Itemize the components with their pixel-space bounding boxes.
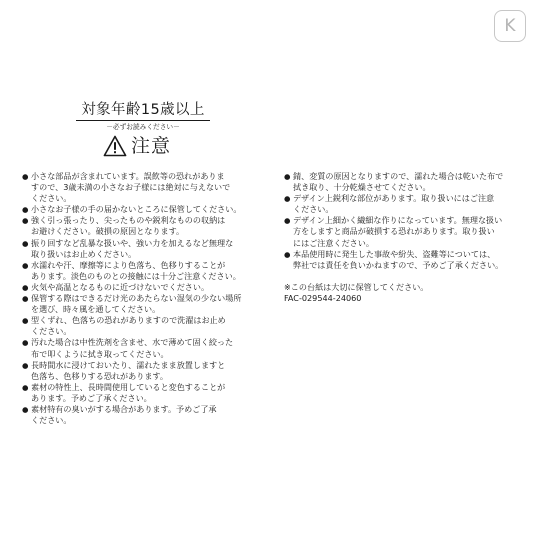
warning-text: デザイン上鋭利な部位があります。取り扱いにはご注意 ください。 [293,193,495,215]
bullet-dot-icon: ● [22,172,29,181]
list-item [22,204,258,215]
bullet-dot-icon: ● [22,260,29,270]
warning-text: 汚れた場合は中性洗剤を含ませ、水で薄めて固く絞った 布で叩くように拭き取ってください。 [31,337,234,359]
warning-text: 型くずれ、色落ちの恐れがありますので洗濯はお止め ください。 [31,315,226,337]
keep-card-note: ※この台紙は大切に保管してください。 [284,281,429,292]
bullet-dot-icon: ● [22,382,29,392]
bullet-dot-icon: ● [284,216,291,226]
list-item [22,382,258,404]
list-item [22,260,258,282]
list-item [22,315,258,337]
list-item [284,193,516,215]
bullet-dot-icon: ● [284,194,291,204]
list-item [284,249,516,271]
right-warning-list [284,171,516,304]
product-code: FAC-029544-24060 [284,292,362,303]
warning-text: 強く引っ張ったり、尖ったものや鋭利なものの収納は お避けください。破損の原因となります。 [31,215,226,237]
warning-text: 錆、変質の原因となりますので、濡れた場合は乾いた布で 拭き取り、十分乾燥させてください。 [293,171,504,193]
read-carefully-subtitle: －必ずお読みください－ [106,123,180,131]
bullet-dot-icon: ● [22,360,29,370]
list-item [22,171,258,204]
warning-text: 素材特有の臭いがする場合があります。予めご了承 ください。 [31,403,217,426]
age-rating-title: 対象年齢15歳以上 [81,102,205,118]
list-item [22,238,258,260]
list-item [284,171,516,193]
bullet-dot-icon: ● [22,404,29,414]
warning-text: 素材の特性上、長時間使用していると変色することが あります。予めご了承ください。 [31,381,226,403]
warning-text: デザイン上細かく繊細な作りになっています。無理な扱い 方をしますと商品が破損する恐れがあります。取り扱い にはご注意ください。 [293,215,503,248]
left-warning-list [22,171,258,426]
list-item [22,293,258,315]
bullet-dot-icon: ● [22,238,29,248]
k-letter-icon [494,10,526,42]
bullet-dot-icon: ● [284,172,291,181]
warning-text: 保管する際はできるだけ光のあたらない湿気の少ない場所 を選び、時々風を通してください。 [31,293,242,315]
list-item [22,215,258,237]
warning-text: 長時間水に浸けておいたり、濡れたまま放置しますと 色落ち、色移りする恐れがあります。 [31,359,226,381]
bullet-dot-icon: ● [22,338,29,348]
warning-text: 水濡れや汗、摩擦等により色落ち、色移りすることが あります。淡色のものとの接触には十分ご注意ください。 [31,259,241,281]
list-item [22,360,258,382]
list-item [284,215,516,248]
warning-text: 振り回すなど乱暴な扱いや、強い力を加えるなど無理な 取り扱いはお止めください。 [31,237,234,259]
bullet-dot-icon: ● [22,316,29,326]
bullet-dot-icon: ● [22,282,29,292]
warning-text: 火気や高温となるものに近づけないでください。 [31,281,210,292]
warning-triangle-icon [103,135,127,157]
age-warning-header [76,101,210,133]
bullet-dot-icon: ● [22,294,29,304]
title-underline [76,120,210,121]
bullet-dot-icon: ● [284,249,291,259]
warning-text: 小さなお子様の手の届かないところに保管してください。 [31,204,242,215]
bullet-dot-icon: ● [22,205,29,215]
warning-text: 本品使用時に発生した事故や紛失、盗難等については、 弊社では責任を負いかねますので、予めご了承ください。 [293,248,504,270]
caution-heading [103,134,171,158]
list-item [22,282,258,293]
bullet-dot-icon: ● [22,216,29,226]
list-item [22,404,258,426]
warning-text: 小さな部品が含まれています。誤飲等の恐れがありま すので、3歳未満の小さなお子様には絶対に与えないで ください。 [31,171,231,204]
badge-letter: K [504,16,516,36]
caution-label: 注意 [131,135,172,157]
list-item [22,337,258,359]
